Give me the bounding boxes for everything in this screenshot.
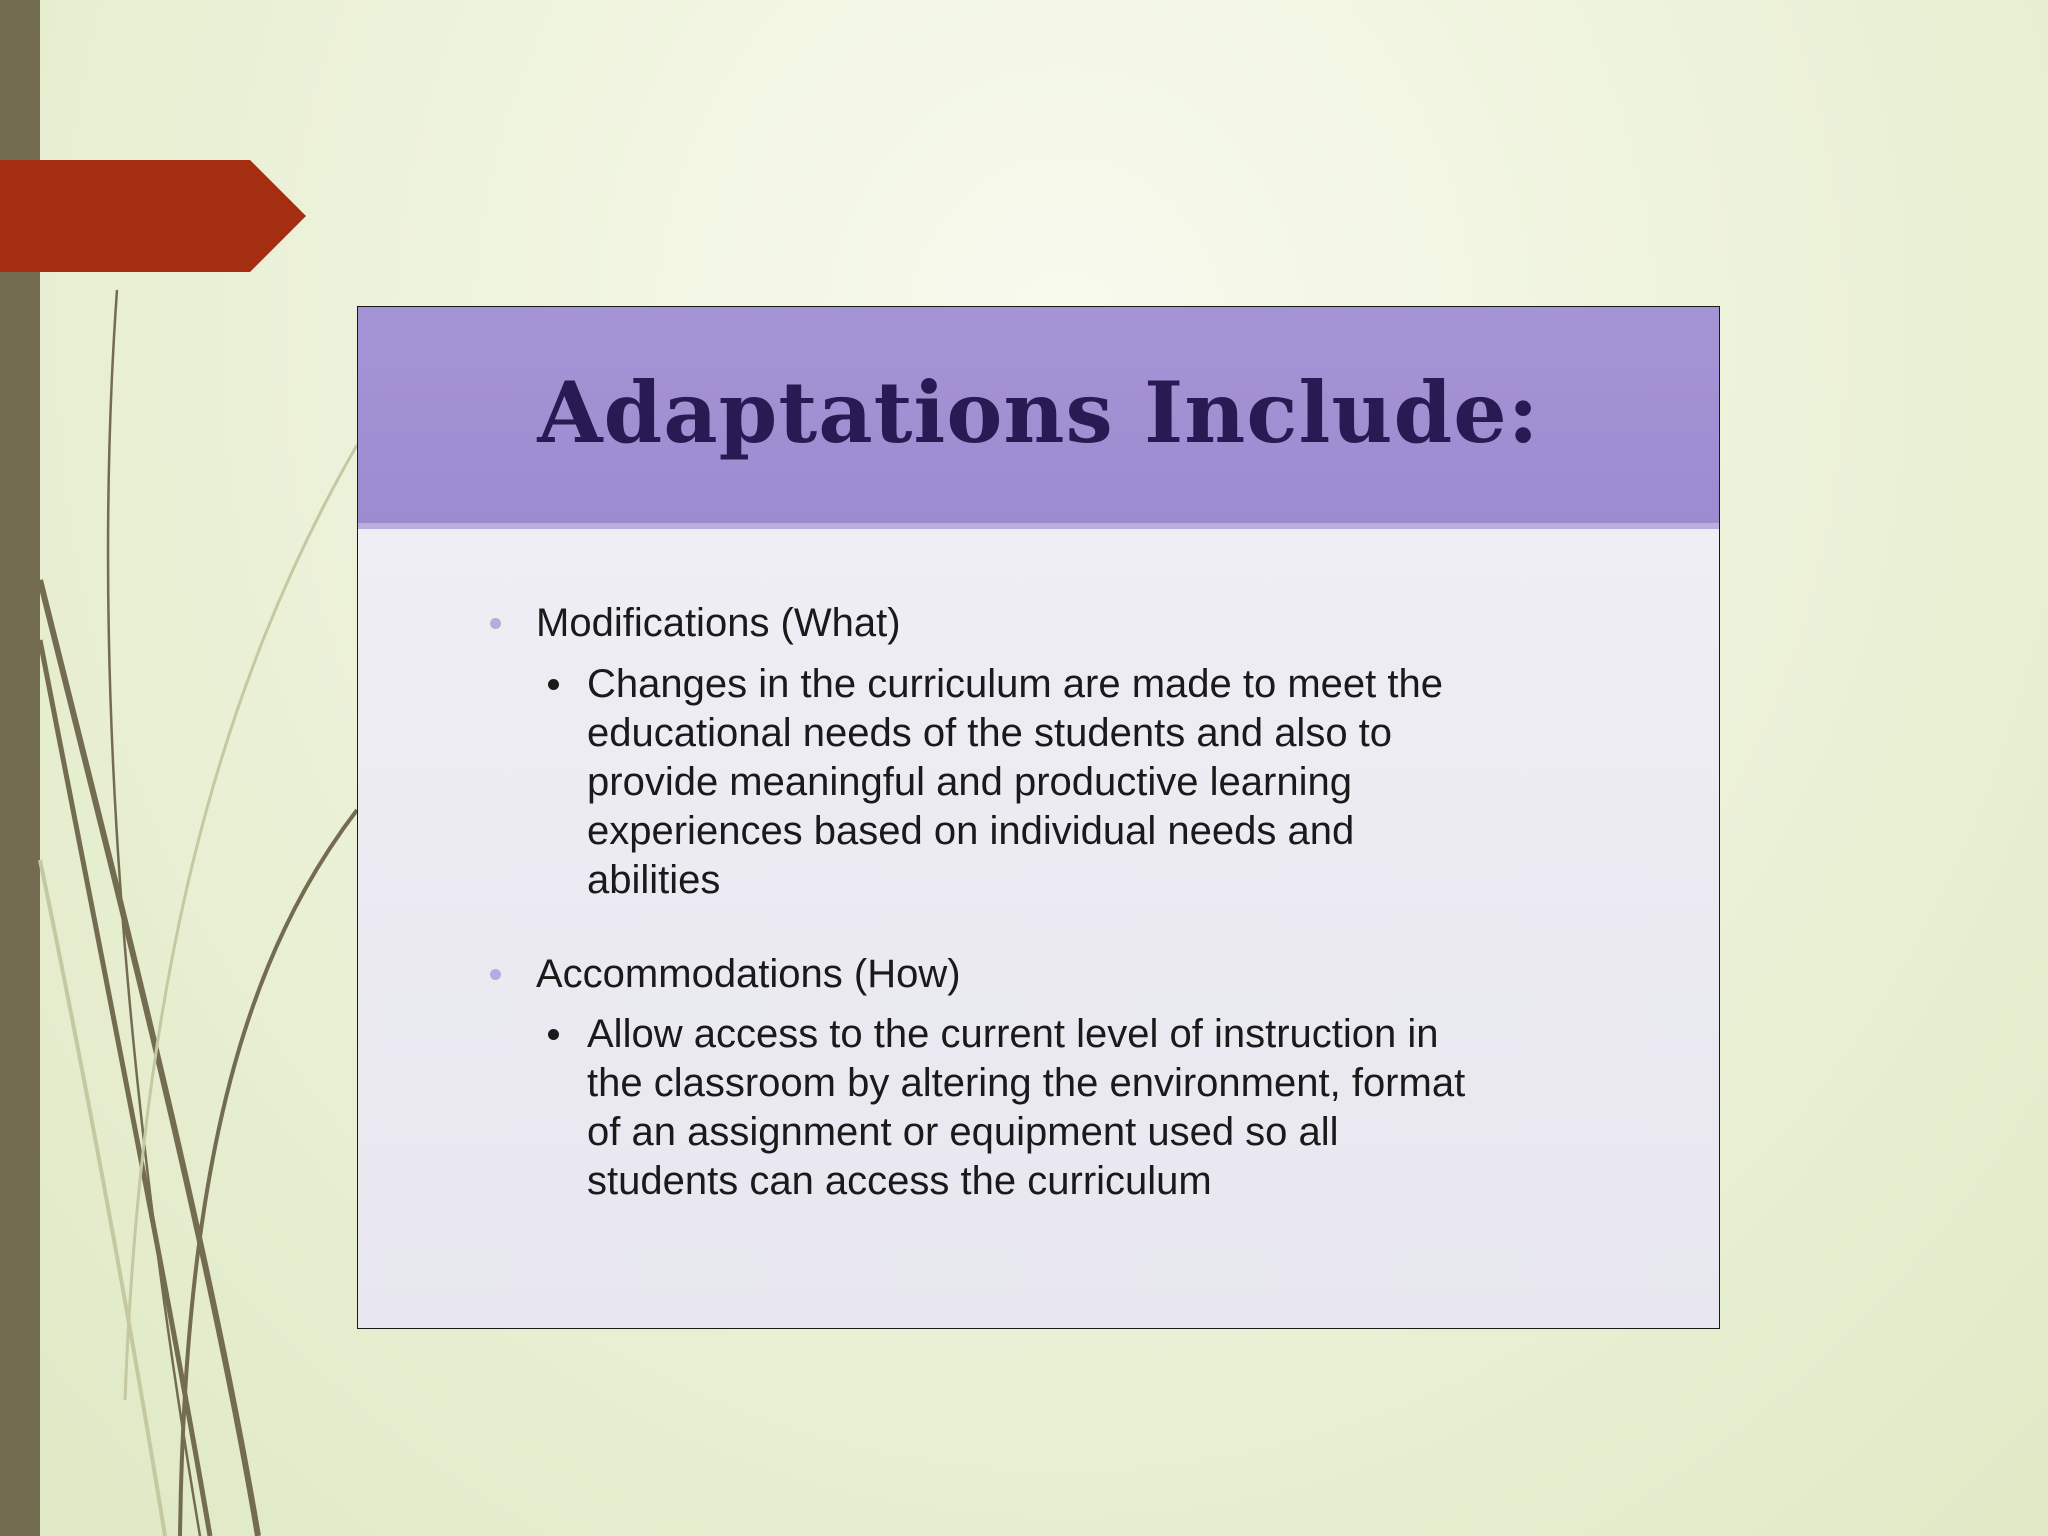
list-item-modifications: Modifications (What) xyxy=(536,601,901,645)
list-item-accommodations: Accommodations (How) xyxy=(536,952,961,996)
sub-item-line: provide meaningful and productive learning xyxy=(587,760,1352,804)
sub-item-line: abilities xyxy=(587,858,721,902)
bullet-icon xyxy=(548,1029,559,1040)
sub-item-line: the classroom by altering the environment, format xyxy=(587,1061,1466,1105)
sub-item-line: of an assignment or equipment used so all xyxy=(587,1110,1339,1154)
embedded-slide-image xyxy=(357,306,1720,1329)
slide-title: Adaptations Include: xyxy=(537,362,1540,462)
sub-item-line: students can access the curriculum xyxy=(587,1159,1212,1203)
red-arrow-tag xyxy=(0,0,320,300)
sub-item-line: Allow access to the current level of instruction in xyxy=(587,1012,1439,1056)
bullet-icon xyxy=(490,618,501,629)
bullet-icon xyxy=(548,679,559,690)
sub-item-line: experiences based on individual needs and xyxy=(587,809,1355,853)
bullet-icon xyxy=(490,969,501,980)
sub-item-line: educational needs of the students and also to xyxy=(587,711,1393,755)
slide-content xyxy=(358,307,1719,1328)
sub-item-line: Changes in the curriculum are made to meet the xyxy=(587,662,1443,706)
